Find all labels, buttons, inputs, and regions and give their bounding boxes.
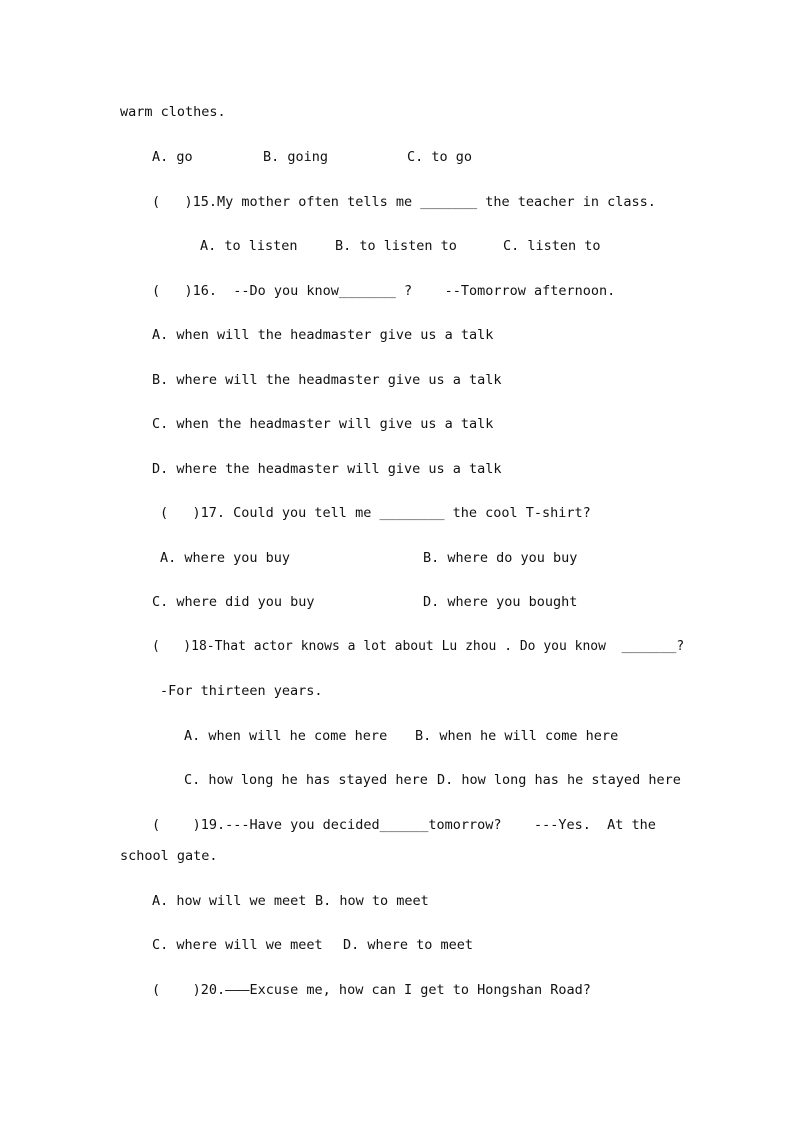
q18-option-b: B. when he will come here	[415, 728, 619, 744]
q19-option-c: C. where will we meet	[152, 937, 323, 953]
q17-option-b: B. where do you buy	[423, 550, 578, 566]
q16-option-d: D. where the headmaster will give us a talk	[152, 461, 502, 477]
q14-option-c: C. to go	[407, 149, 473, 165]
q15-option-c: C. listen to	[503, 238, 601, 254]
q16-stem: ( )16. --Do you know_______ ? --Tomorrow afternoon.	[152, 283, 616, 299]
q18-option-d: D. how long has he stayed here	[437, 772, 681, 788]
text-line-warm-clothes: warm clothes.	[120, 104, 226, 120]
q18-reply: -For thirteen years.	[160, 683, 323, 699]
q15-stem: ( )15.My mother often tells me _______ the teacher in class.	[152, 194, 656, 210]
q16-option-b: B. where will the headmaster give us a talk	[152, 372, 502, 388]
q18-option-c: C. how long he has stayed here	[184, 772, 428, 788]
q18-stem: ( )18-That actor knows a lot about Lu zhou . Do you know _______?	[152, 639, 685, 654]
q16-option-a: A. when will the headmaster give us a talk	[152, 327, 494, 343]
q17-option-a: A. where you buy	[160, 550, 291, 566]
q19-stem: ( )19.---Have you decided______tomorrow? ---Yes. At the	[152, 817, 656, 833]
q19-option-a: A. how will we meet	[152, 893, 307, 909]
q14-option-b: B. going	[263, 149, 329, 165]
q20-stem: ( )20.———Excuse me, how can I get to Hongshan Road?	[152, 982, 591, 998]
q15-option-b: B. to listen to	[335, 238, 457, 254]
q16-option-c: C. when the headmaster will give us a talk	[152, 416, 494, 432]
q19-option-b: B. how to meet	[315, 893, 429, 909]
q18-option-a: A. when will he come here	[184, 728, 388, 744]
q17-stem: ( )17. Could you tell me ________ the cool T-shirt?	[160, 505, 591, 521]
q17-option-d: D. where you bought	[423, 594, 578, 610]
q19-continuation: school gate.	[120, 848, 218, 864]
q17-option-c: C. where did you buy	[152, 594, 315, 610]
q19-option-d: D. where to meet	[343, 937, 474, 953]
q15-option-a: A. to listen	[200, 238, 298, 254]
q14-option-a: A. go	[152, 149, 193, 165]
